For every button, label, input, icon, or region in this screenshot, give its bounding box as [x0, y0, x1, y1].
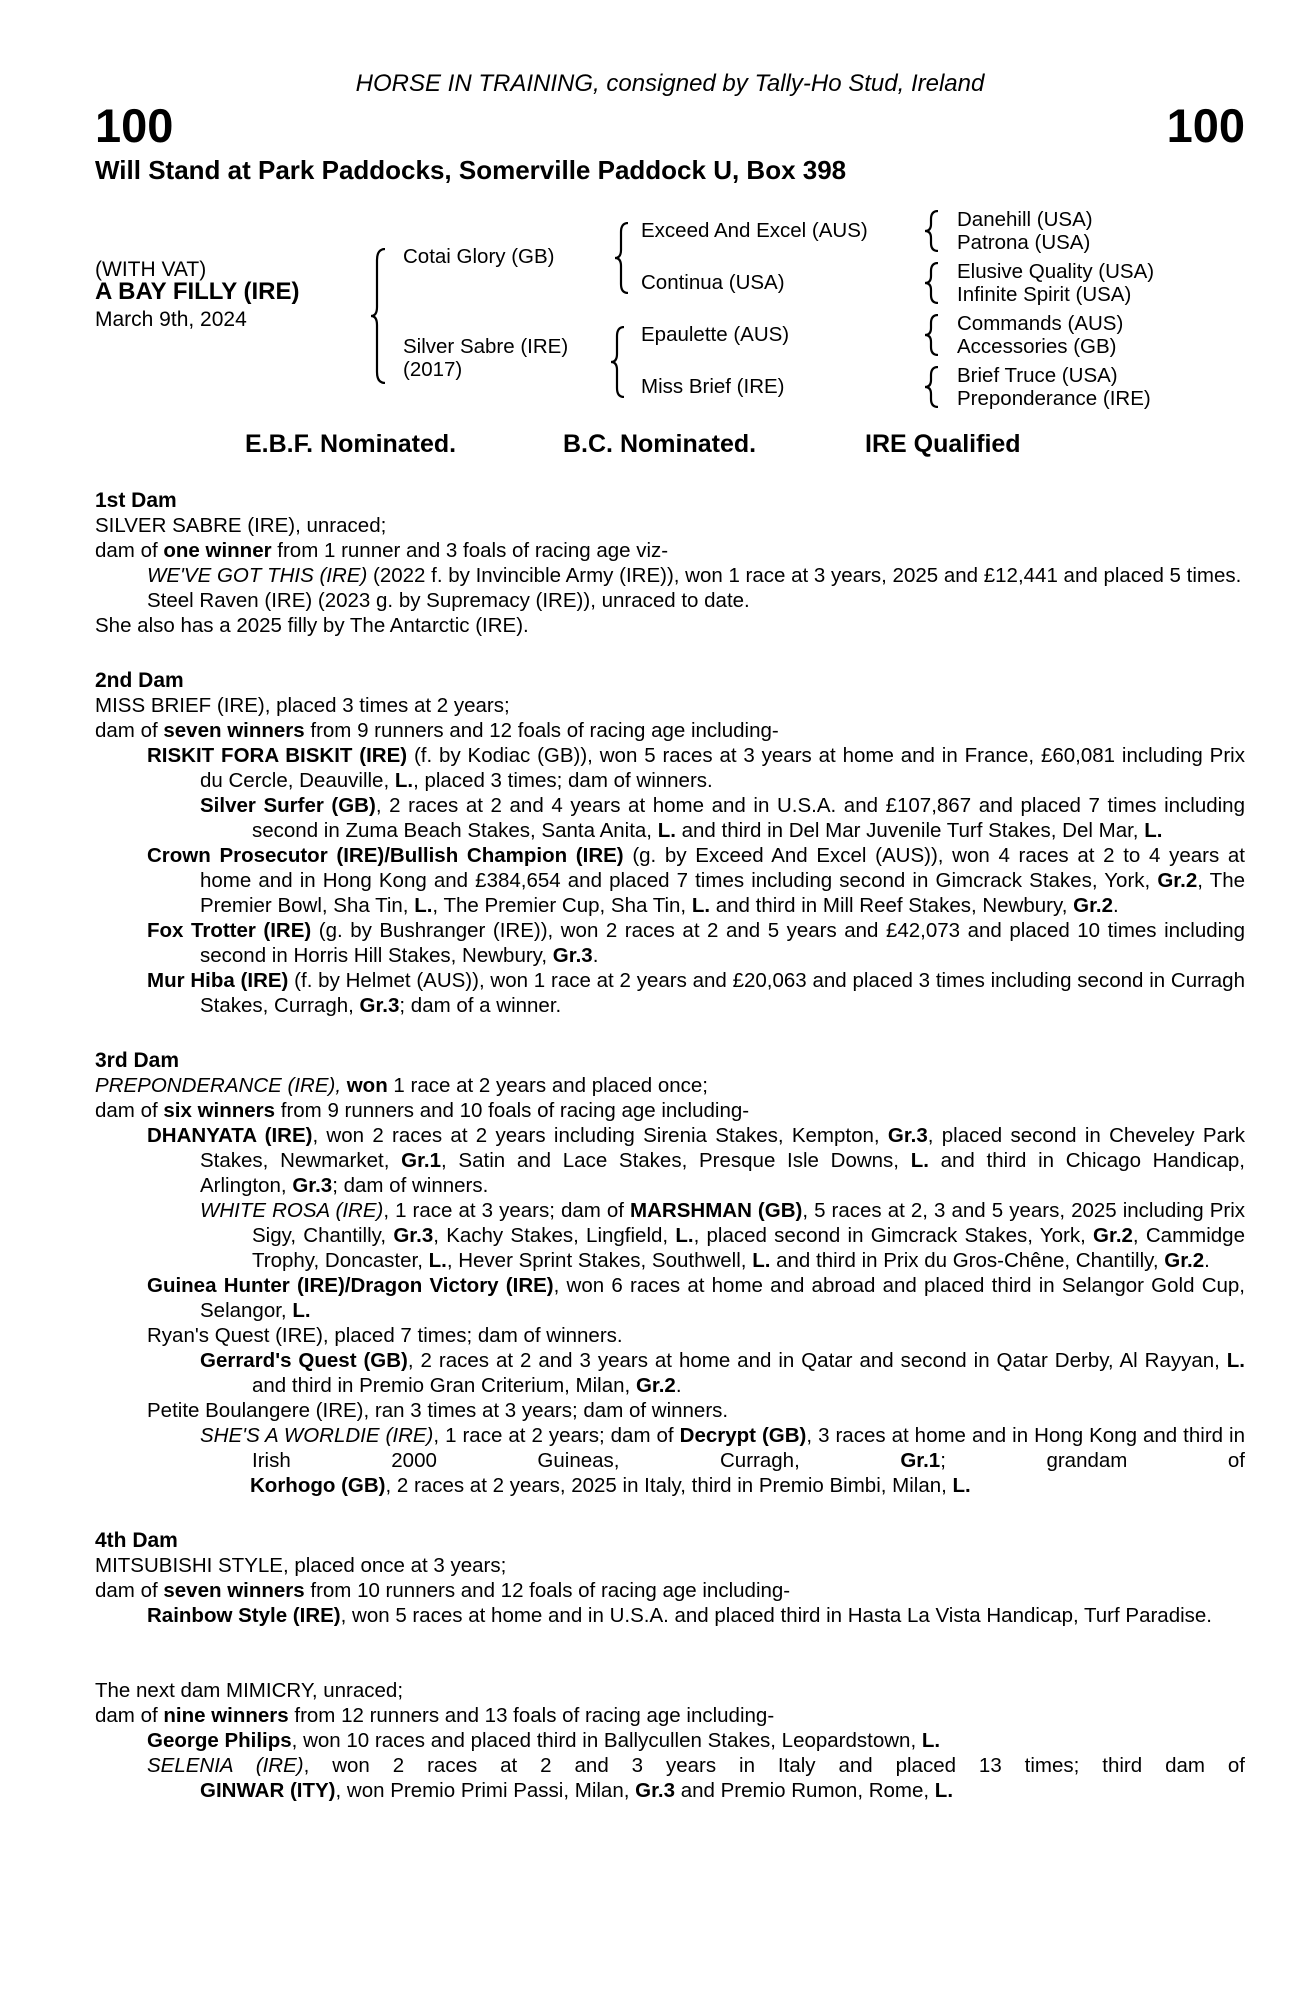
great-grandsire-name: Commands (AUS): [957, 312, 1124, 335]
pedigree-paragraph: Steel Raven (IRE) (2023 g. by Supremacy (IRE)), unraced to date.: [147, 589, 750, 612]
dam-heading: 1st Dam: [95, 489, 177, 512]
great-granddam-name: Preponderance (IRE): [957, 387, 1151, 410]
sire-dam-name: Continua (USA): [641, 271, 785, 294]
pedigree-paragraph: WHITE ROSA (IRE), 1 race at 3 years; dam of MARSHMAN (GB), 5 races at 2, 3 and 5 years, 2025 including Prix Sigy, Chantilly, Gr.3, Kachy Stakes, Lingfield, L., placed second in Gimcrack Stakes, York, Gr.2, Cammidge Trophy, Doncaster, L., Hever Sprint Stakes, Southwell, L. and third in Prix du Gros-Chêne, Chantilly, Gr.2.: [200, 1199, 1246, 1272]
pedigree-paragraph: Ryan's Quest (IRE), placed 7 times; dam of winners.: [147, 1324, 623, 1347]
lot-number-right: 100: [1166, 99, 1245, 152]
pedigree-paragraph: dam of one winner from 1 runner and 3 foals of racing age viz-: [95, 539, 669, 562]
pedigree-paragraph: SELENIA (IRE), won 2 races at 2 and 3 years in Italy and placed 13 times; third dam of: [147, 1754, 1245, 1777]
pedigree-paragraph: Fox Trotter (IRE) (g. by Bushranger (IRE)), won 2 races at 2 and 5 years and £42,073 and placed 10 times including second in Horris Hill Stakes, Newbury, Gr.3.: [147, 919, 1245, 967]
sire-sire-name: Exceed And Excel (AUS): [641, 219, 868, 242]
pedigree-paragraph: PREPONDERANCE (IRE), won 1 race at 2 years and placed once;: [95, 1074, 708, 1097]
pedigree-brace: [925, 262, 941, 304]
pedigree-paragraph: RISKIT FORA BISKIT (IRE) (f. by Kodiac (GB)), won 5 races at 3 years at home and in France, £60,081 including Prix du Cercle, Deauville, L., placed 3 times; dam of winners.: [147, 744, 1245, 792]
pedigree-paragraph: Korhogo (GB), 2 races at 2 years, 2025 in Italy, third in Premio Bimbi, Milan, L.: [250, 1474, 971, 1497]
pedigree-paragraph: Crown Prosecutor (IRE)/Bullish Champion (IRE) (g. by Exceed And Excel (AUS)), won 4 races at 2 to 4 years at home and in Hong Kong and £384,654 and placed 7 times including second in Gimcrack Stakes, York, Gr.2, The Premier Bowl, Sha Tin, L., The Premier Cup, Sha Tin, L. and third in Mill Reef Stakes, Newbury, Gr.2.: [147, 844, 1245, 917]
dam-name: Silver Sabre (IRE): [403, 335, 569, 358]
dam-dam-name: Miss Brief (IRE): [641, 375, 785, 398]
lot-number-row: [95, 99, 1245, 152]
pedigree-paragraph: Silver Surfer (GB), 2 races at 2 and 4 years at home and in U.S.A. and £107,867 and placed 7 times including second in Zuma Beach Stakes, Santa Anita, L. and third in Del Mar Juvenile Turf Stakes, Del Mar, L.: [200, 794, 1245, 842]
ire-qualified-label: IRE Qualified: [865, 430, 1021, 458]
pedigree-paragraph: She also has a 2025 filly by The Antarctic (IRE).: [95, 614, 529, 637]
dam-sire-name: Epaulette (AUS): [641, 323, 790, 346]
pedigree-paragraph: MITSUBISHI STYLE, placed once at 3 years;: [95, 1554, 507, 1577]
pedigree-paragraph: dam of nine winners from 12 runners and 13 foals of racing age including-: [95, 1704, 775, 1727]
pedigree-paragraph: dam of seven winners from 10 runners and 12 foals of racing age including-: [95, 1579, 791, 1602]
great-grandsire-name: Brief Truce (USA): [957, 364, 1118, 387]
pedigree-paragraph: SILVER SABRE (IRE), unraced;: [95, 514, 387, 537]
great-granddam-name: Accessories (GB): [957, 335, 1117, 358]
great-grandsire-name: Danehill (USA): [957, 208, 1093, 231]
stand-location-line: Will Stand at Park Paddocks, Somerville Paddock U, Box 398: [95, 155, 847, 185]
horse-name: A BAY FILLY (IRE): [95, 278, 300, 305]
pedigree-paragraph: GINWAR (ITY), won Premio Primi Passi, Milan, Gr.3 and Premio Rumon, Rome, L.: [200, 1779, 954, 1802]
lot-number-left: 100: [95, 99, 174, 152]
pedigree-paragraph: DHANYATA (IRE), won 2 races at 2 years including Sirenia Stakes, Kempton, Gr.3, placed second in Cheveley Park Stakes, Newmarket, Gr.1, Satin and Lace Stakes, Presque Isle Downs, L. and third in Chicago Handicap, Arlington, Gr.3; dam of winners.: [147, 1124, 1245, 1197]
pedigree-paragraph: The next dam MIMICRY, unraced;: [95, 1679, 404, 1702]
nominations-row: [95, 430, 1245, 458]
pedigree-paragraph: Guinea Hunter (IRE)/Dragon Victory (IRE), won 6 races at home and abroad and placed third in Selangor Gold Cup, Selangor, L.: [147, 1274, 1246, 1322]
dam-heading: 3rd Dam: [95, 1049, 180, 1072]
pedigree-brace: [925, 210, 941, 252]
pedigree-paragraph: George Philips, won 10 races and placed third in Ballycullen Stakes, Leopardstown, L.: [147, 1729, 941, 1752]
pedigree-paragraph: Gerrard's Quest (GB), 2 races at 2 and 3 years at home and in Qatar and second in Qatar Derby, Al Rayyan, L. and third in Premio Gran Criterium, Milan, Gr.2.: [200, 1349, 1245, 1397]
pedigree-paragraph: MISS BRIEF (IRE), placed 3 times at 2 years;: [95, 694, 510, 717]
pedigree-brace: [371, 248, 387, 384]
with-vat-note: (WITH VAT): [95, 258, 207, 281]
bc-nominated-label: B.C. Nominated.: [563, 430, 757, 458]
pedigree-paragraph: Rainbow Style (IRE), won 5 races at home and in U.S.A. and placed third in Hasta La Vista Handicap, Turf Paradise.: [147, 1604, 1213, 1627]
pedigree-brace: [925, 314, 941, 356]
pedigree-brace: [611, 326, 627, 398]
dam-sections: [95, 488, 1245, 1803]
dam-heading: 4th Dam: [95, 1529, 178, 1552]
pedigree-brace: [925, 366, 941, 408]
pedigree-paragraph: dam of six winners from 9 runners and 10 foals of racing age including-: [95, 1099, 750, 1122]
sire-name: Cotai Glory (GB): [403, 245, 555, 268]
pedigree-paragraph: Mur Hiba (IRE) (f. by Helmet (AUS)), won 1 race at 2 years and £20,063 and placed 3 times including second in Curragh Stakes, Curragh, Gr.3; dam of a winner.: [147, 969, 1245, 1017]
pedigree-paragraph: Petite Boulangere (IRE), ran 3 times at 3 years; dam of winners.: [147, 1399, 729, 1422]
great-granddam-name: Patrona (USA): [957, 231, 1091, 254]
great-grandsire-name: Elusive Quality (USA): [957, 260, 1155, 283]
great-granddam-name: Infinite Spirit (USA): [957, 283, 1132, 306]
pedigree-paragraph: WE'VE GOT THIS (IRE) (2022 f. by Invincible Army (IRE)), won 1 race at 3 years, 2025 and £12,441 and placed 5 times.: [147, 564, 1242, 587]
dam-year: (2017): [403, 358, 463, 381]
dam-heading: 2nd Dam: [95, 669, 184, 692]
pedigree-brace: [615, 222, 631, 294]
ebf-nominated-label: E.B.F. Nominated.: [245, 430, 457, 458]
pedigree-paragraph: SHE'S A WORLDIE (IRE), 1 race at 2 years; dam of Decrypt (GB), 3 races at home and in Hong Kong and third in Irish 2000 Guineas, Curragh, Gr.1; grandam of: [200, 1424, 1246, 1472]
foaling-date: March 9th, 2024: [95, 308, 247, 331]
pedigree-tree: [95, 208, 1245, 420]
consignor-line: HORSE IN TRAINING, consigned by Tally-Ho Stud, Ireland: [355, 70, 985, 97]
pedigree-paragraph: dam of seven winners from 9 runners and 12 foals of racing age including-: [95, 719, 779, 742]
